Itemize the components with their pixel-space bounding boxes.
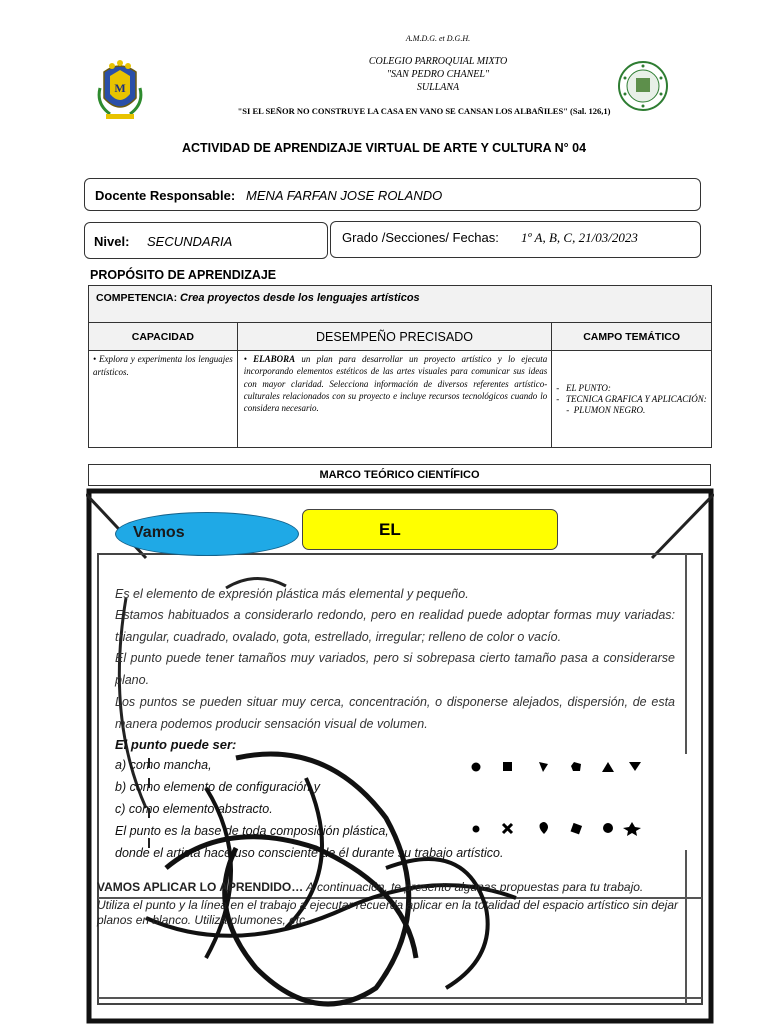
point-shapes-illustration [466, 758, 646, 838]
competencia-value: Crea proyectos desde los lenguajes artísticos [180, 292, 420, 304]
school-crest-logo [96, 58, 144, 122]
splash-dot-icon [603, 823, 613, 833]
closing-line: El punto es la base de toda composición plástica, [115, 824, 389, 838]
x-dot-icon [503, 824, 512, 833]
pentagon-dot-icon [571, 762, 581, 771]
motto: A.M.D.G. et D.G.H. [405, 34, 471, 43]
vamos-label: Vamos [133, 524, 185, 541]
nivel-box [84, 222, 328, 259]
school-name-line1: COLEGIO PARROQUIAL MIXTO [368, 56, 508, 67]
capacidad-cell: • Explora y experimenta los lenguajes artísticos. [89, 351, 238, 448]
nivel-label: Nivel: [94, 234, 130, 249]
grado-box [330, 221, 701, 258]
campo-item: - TECNICA GRAFICA Y APLICACIÓN: [556, 393, 707, 404]
col-header-campo: CAMPO TEMÁTICO [552, 323, 712, 351]
competencia-table [88, 285, 712, 448]
punto-list-item: a) como mancha, [115, 758, 212, 772]
desempeno-cell: • ELABORA un plan para desarrollar un proyecto artístico y lo ejecuta incorporando elementos estéticos de las artes visuales para comunicar sus ideas con mayor claridad. Selecciona información de diversos referentes artístico-culturales relacionados con su proyecto e incluye recursos tecnológicos cuando lo considera necesario. [237, 351, 551, 448]
activity-title-line [97, 880, 687, 894]
marco-paragraph: Los puntos se pueden situar muy cerca, concentración, o disponerse alejados, dispersión, de esta manera podemos producir sensación visual de volumen. [115, 695, 675, 731]
school-name-line2: "SAN PEDRO CHANEL" [386, 69, 490, 80]
document-title: ACTIVIDAD DE APRENDIZAJE VIRTUAL DE ARTE Y CULTURA N° 04 [181, 141, 587, 155]
heart-dot-icon [540, 822, 549, 834]
marco-heading: MARCO TEÓRICO CIENTÍFICO [88, 464, 711, 486]
square-dot-icon [503, 762, 512, 771]
col-header-capacidad: CAPACIDAD [89, 323, 238, 351]
grado-label: Grado /Secciones/ Fechas: [342, 230, 499, 245]
campo-list [556, 383, 707, 416]
seal-emblem-logo [617, 60, 669, 112]
inverted-triangle-dot-icon [629, 762, 641, 771]
activity-instructions: Utiliza el punto y la línea en el trabajo a ejecutar recuerda aplicar en la totalidad del espacio artístico sin dejar planos en blanco. Utiliza plumones, etc. [97, 898, 679, 927]
starburst-dot-icon [623, 822, 641, 836]
col-header-desempeno: DESEMPEÑO PRECISADO [237, 323, 551, 351]
nivel-value: SECUNDARIA [147, 234, 233, 249]
desempeno-bold: ELABORA [253, 354, 296, 364]
punto-list-item: b) como elemento de configuración y [115, 780, 320, 794]
marco-paragraph: Estamos habituados a considerarlo redondo, pero en realidad puede adoptar formas muy variadas: triangular, cuadrado, ovalado, gota, estrellado, irregular; relleno de color o vacío. [115, 608, 675, 644]
docente-label: Docente Responsable: [95, 188, 236, 203]
bible-quote: "SI EL SEÑOR NO CONSTRUYE LA CASA EN VANO SE CANSAN LOS ALBAÑILES" (Sal. 126,1) [237, 106, 611, 116]
docente-value: MENA FARFAN JOSE ROLANDO [246, 188, 443, 203]
proposito-heading: PROPÓSITO DE APRENDIZAJE [90, 268, 277, 282]
marco-paragraph: El punto puede tener tamaños muy variados, pero si sobrepasa cierto tamaño pasa a considerarse plano. [115, 651, 675, 687]
desempeno-text: un plan para desarrollar un proyecto artístico y lo ejecuta incorporando elementos estéticos de las artes visuales para comunicar sus ideas con mayor claridad. Selecciona información de diversos referentes artístico-culturales relacionados con su proyecto e incluye recursos tecnológicos cuando lo considera necesario. [243, 354, 548, 414]
grado-value: 1º A, B, C, 21/03/2023 [521, 230, 638, 245]
el-banner [302, 509, 558, 550]
competencia-row [89, 286, 712, 323]
activity-text1: A continuación, te presento algunas propuestas para tu trabajo. [303, 880, 644, 894]
star-dot-icon [571, 823, 583, 835]
marco-paragraph: Es el elemento de expresión plástica más elemental y pequeño. [115, 587, 469, 601]
vamos-oval [115, 512, 299, 556]
activity-title: VAMOS APLICAR LO APRENDIDO… [97, 880, 304, 894]
svg-text:M: M [114, 81, 126, 95]
campo-cell [552, 351, 712, 448]
campo-item: - PLUMON NEGRO. [566, 404, 646, 415]
closing-line: donde el artista hace uso consciente de él durante su trabajo artístico. [115, 846, 504, 860]
punto-list-item: c) como elemento abstracto. [115, 802, 273, 816]
docente-box [84, 178, 701, 211]
small-round-dot-icon [473, 826, 480, 833]
triangle-dot-icon [602, 762, 614, 772]
school-name-line3: SULLANA [416, 82, 460, 93]
punto-subheading: El punto puede ser: [115, 737, 237, 752]
competencia-label: COMPETENCIA: [96, 292, 178, 304]
campo-item: - EL PUNTO: [556, 382, 611, 393]
drop-dot-icon [539, 762, 548, 772]
round-dot-icon [472, 763, 481, 772]
el-banner-label: EL [379, 520, 401, 539]
